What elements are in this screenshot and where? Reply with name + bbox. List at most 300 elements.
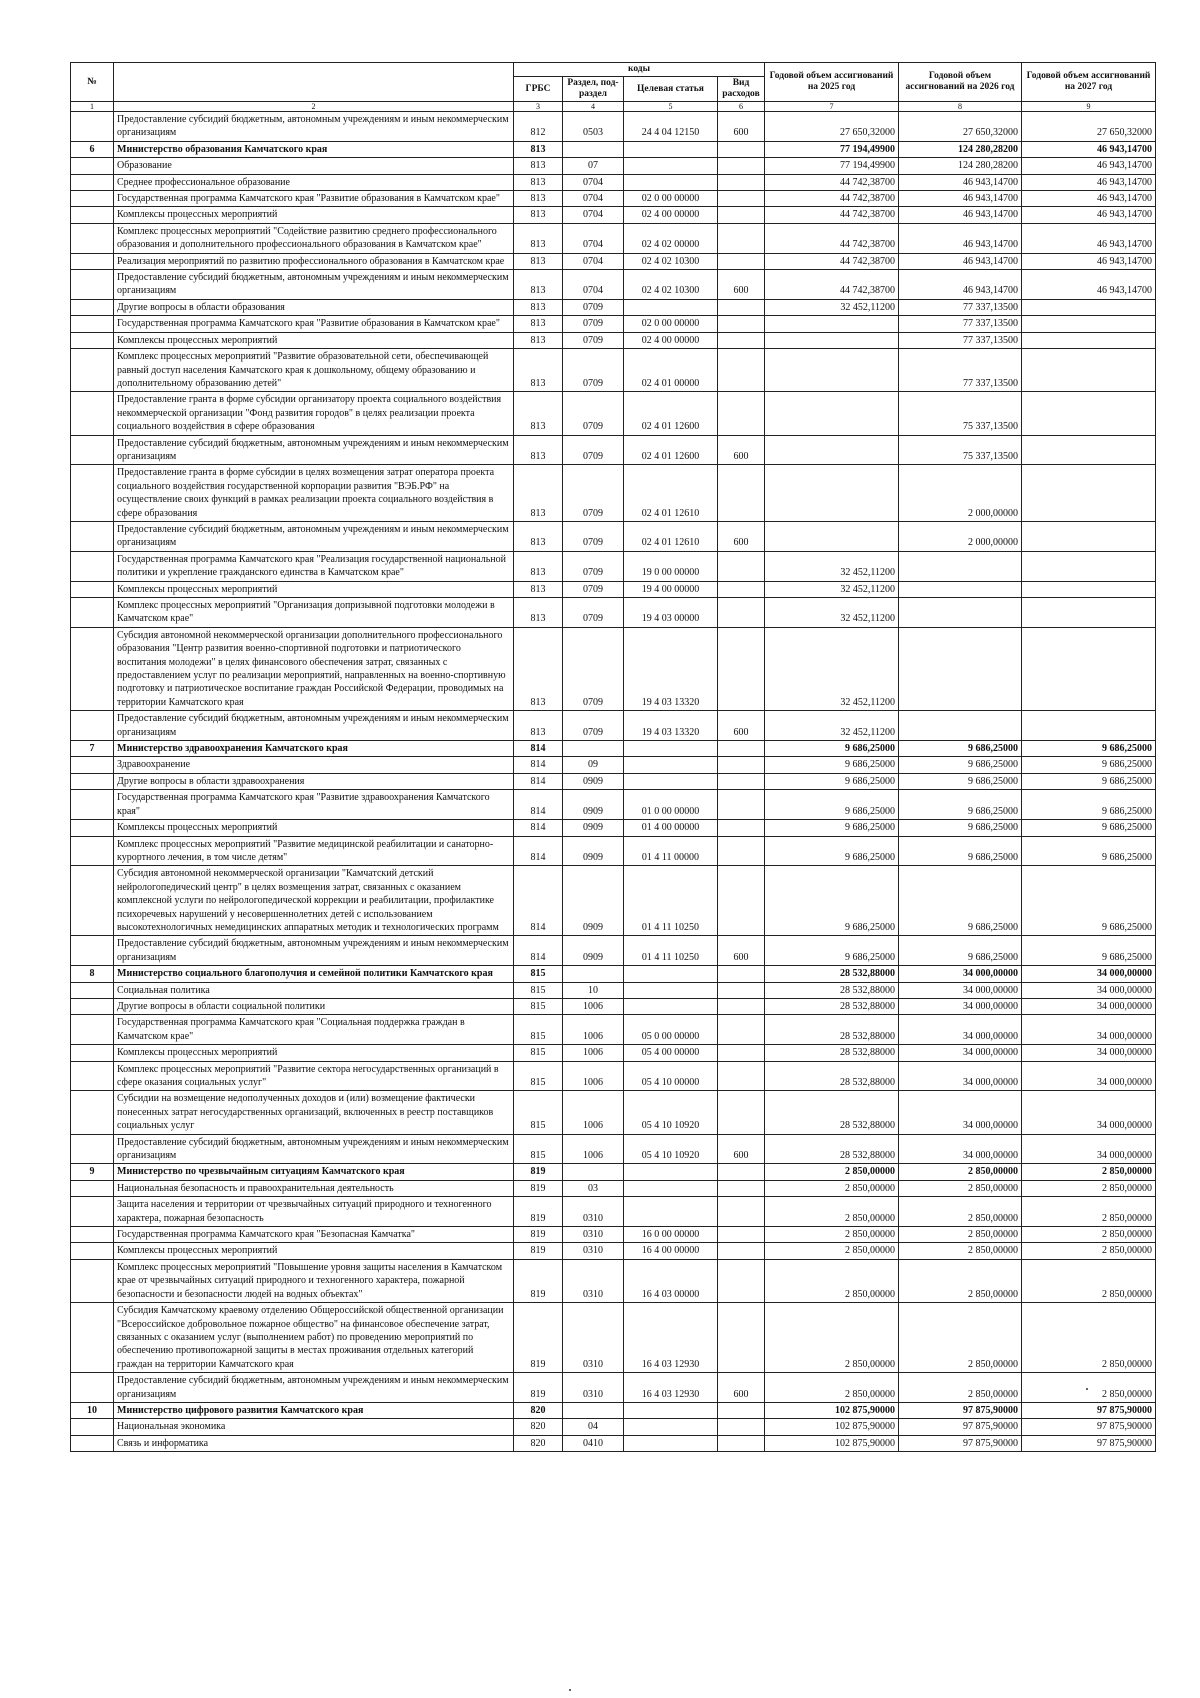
row-vol-2026: 34 000,00000 [899, 982, 1022, 998]
row-article: 19 4 03 13320 [624, 627, 718, 710]
row-vol-2027: 2 850,00000 [1022, 1180, 1156, 1196]
row-vol-2027: 97 875,90000 [1022, 1402, 1156, 1418]
row-vol-2026 [899, 551, 1022, 581]
row-section: 0909 [563, 773, 624, 789]
row-vol-2025: 2 850,00000 [765, 1180, 899, 1196]
row-grbs: 819 [514, 1227, 563, 1243]
row-section: 10 [563, 982, 624, 998]
row-expense-type [718, 1259, 765, 1302]
row-name: Комплексы процессных мероприятий [114, 820, 514, 836]
row-vol-2026: 97 875,90000 [899, 1435, 1022, 1451]
col-num: 8 [899, 102, 1022, 112]
row-section: 0909 [563, 820, 624, 836]
row-number [71, 1435, 114, 1451]
table-row [71, 598, 1156, 628]
row-name: Предоставление субсидий бюджетным, автономным учреждениям и иным некоммерческим организациям [114, 270, 514, 300]
row-vol-2027 [1022, 299, 1156, 315]
row-expense-type [718, 581, 765, 597]
row-number [71, 349, 114, 392]
row-section: 04 [563, 1419, 624, 1435]
row-article [624, 773, 718, 789]
row-number [71, 551, 114, 581]
row-vol-2027: 9 686,25000 [1022, 820, 1156, 836]
row-grbs: 813 [514, 174, 563, 190]
row-grbs: 815 [514, 998, 563, 1014]
table-row [71, 757, 1156, 773]
row-number [71, 1259, 114, 1302]
row-article: 01 4 00 00000 [624, 820, 718, 836]
row-name: Предоставление субсидий бюджетным, автономным учреждениям и иным некоммерческим организациям [114, 1373, 514, 1403]
row-expense-type [718, 1091, 765, 1134]
row-number [71, 270, 114, 300]
row-vol-2025: 44 742,38700 [765, 253, 899, 269]
table-row [71, 174, 1156, 190]
row-article [624, 1164, 718, 1180]
table-row [71, 581, 1156, 597]
row-number [71, 820, 114, 836]
table-row [71, 1402, 1156, 1418]
row-grbs: 813 [514, 316, 563, 332]
row-vol-2027 [1022, 627, 1156, 710]
row-name: Министерство образования Камчатского края [114, 141, 514, 157]
row-grbs: 815 [514, 1134, 563, 1164]
row-vol-2026 [899, 598, 1022, 628]
row-name: Государственная программа Камчатского края "Развитие здравоохранения Камчатского края" [114, 790, 514, 820]
row-name: Предоставление субсидий бюджетным, автономным учреждениям и иным некоммерческим организациям [114, 435, 514, 465]
row-vol-2027 [1022, 435, 1156, 465]
row-number [71, 332, 114, 348]
row-vol-2027: 2 850,00000 [1022, 1243, 1156, 1259]
row-number [71, 435, 114, 465]
row-vol-2025: 28 532,88000 [765, 1061, 899, 1091]
row-article: 01 0 00 00000 [624, 790, 718, 820]
row-vol-2027: 2 850,00000 [1022, 1259, 1156, 1302]
row-vol-2025 [765, 316, 899, 332]
row-vol-2025: 32 452,11200 [765, 627, 899, 710]
row-grbs: 813 [514, 465, 563, 522]
table-row [71, 299, 1156, 315]
row-grbs: 813 [514, 207, 563, 223]
row-vol-2026: 2 850,00000 [899, 1303, 1022, 1373]
row-name: Комплексы процессных мероприятий [114, 581, 514, 597]
row-expense-type [718, 465, 765, 522]
row-section: 0704 [563, 223, 624, 253]
row-number [71, 1045, 114, 1061]
table-row [71, 1180, 1156, 1196]
header-vol-2027: Годовой объем ассигнований на 2027 год [1022, 63, 1156, 102]
row-number: 7 [71, 741, 114, 757]
row-article: 02 4 01 12610 [624, 465, 718, 522]
row-vol-2025: 44 742,38700 [765, 174, 899, 190]
row-vol-2025: 28 532,88000 [765, 982, 899, 998]
row-vol-2027: 2 850,00000 [1022, 1373, 1156, 1403]
table-row [71, 112, 1156, 142]
row-grbs: 813 [514, 158, 563, 174]
row-vol-2025: 9 686,25000 [765, 936, 899, 966]
row-expense-type [718, 820, 765, 836]
row-article: 16 0 00 00000 [624, 1227, 718, 1243]
row-section: 0704 [563, 174, 624, 190]
row-number [71, 836, 114, 866]
row-expense-type: 600 [718, 112, 765, 142]
header-grbs: ГРБС [514, 77, 563, 102]
row-section: 0704 [563, 207, 624, 223]
row-article: 02 4 02 10300 [624, 270, 718, 300]
row-vol-2025 [765, 465, 899, 522]
row-vol-2026: 77 337,13500 [899, 349, 1022, 392]
row-name: Реализация мероприятий по развитию профессионального образования в Камчатском крае [114, 253, 514, 269]
row-grbs: 815 [514, 966, 563, 982]
row-grbs: 819 [514, 1303, 563, 1373]
row-section: 0909 [563, 866, 624, 936]
table-row [71, 1373, 1156, 1403]
row-grbs: 813 [514, 141, 563, 157]
row-name: Комплекс процессных мероприятий "Организация допризывной подготовки молодежи в Камчатском крае" [114, 598, 514, 628]
row-name: Национальная безопасность и правоохранительная деятельность [114, 1180, 514, 1196]
row-expense-type [718, 982, 765, 998]
row-expense-type: 600 [718, 521, 765, 551]
table-row [71, 741, 1156, 757]
row-article: 02 4 02 00000 [624, 223, 718, 253]
table-row [71, 316, 1156, 332]
row-vol-2026: 9 686,25000 [899, 790, 1022, 820]
row-number [71, 158, 114, 174]
row-vol-2027: 46 943,14700 [1022, 158, 1156, 174]
row-section: 1006 [563, 1045, 624, 1061]
table-row [71, 158, 1156, 174]
row-vol-2026: 2 850,00000 [899, 1373, 1022, 1403]
row-section: 1006 [563, 1134, 624, 1164]
row-vol-2026 [899, 711, 1022, 741]
row-expense-type [718, 757, 765, 773]
row-section: 0503 [563, 112, 624, 142]
row-section [563, 1402, 624, 1418]
row-vol-2025: 2 850,00000 [765, 1373, 899, 1403]
row-number [71, 866, 114, 936]
row-vol-2026: 124 280,28200 [899, 141, 1022, 157]
row-section: 0709 [563, 465, 624, 522]
row-number: 6 [71, 141, 114, 157]
row-expense-type: 600 [718, 936, 765, 966]
row-section: 0709 [563, 299, 624, 315]
row-number [71, 982, 114, 998]
row-article [624, 966, 718, 982]
row-grbs: 820 [514, 1419, 563, 1435]
row-expense-type [718, 598, 765, 628]
scan-speck [1086, 1388, 1088, 1390]
row-name: Комплексы процессных мероприятий [114, 207, 514, 223]
table-row [71, 465, 1156, 522]
row-expense-type [718, 1045, 765, 1061]
row-name: Субсидия автономной некоммерческой организации дополнительного профессионального образования "Центр развития военно-спортивной подготовки и патриотического воспитания молодежи" в целях финансового обеспечения затрат, связанных с предоставлением услуг по реализации мероприятий, направленных на военно-спортивную подготовку и патриотическое воспитание граждан Российской Федерации, проводимых на территории Камчатского края [114, 627, 514, 710]
row-vol-2026: 46 943,14700 [899, 253, 1022, 269]
row-name: Предоставление субсидий бюджетным, автономным учреждениям и иным некоммерческим организациям [114, 521, 514, 551]
row-expense-type [718, 316, 765, 332]
row-vol-2027: 97 875,90000 [1022, 1419, 1156, 1435]
row-number [71, 790, 114, 820]
row-grbs: 814 [514, 790, 563, 820]
row-vol-2026: 34 000,00000 [899, 966, 1022, 982]
header-name [114, 63, 514, 102]
row-vol-2026: 9 686,25000 [899, 741, 1022, 757]
row-grbs: 813 [514, 299, 563, 315]
row-number [71, 1180, 114, 1196]
row-vol-2027: 34 000,00000 [1022, 998, 1156, 1014]
row-vol-2027: 34 000,00000 [1022, 1045, 1156, 1061]
row-article [624, 998, 718, 1014]
row-vol-2025: 2 850,00000 [765, 1243, 899, 1259]
row-grbs: 820 [514, 1402, 563, 1418]
row-vol-2026: 2 000,00000 [899, 521, 1022, 551]
row-vol-2025: 2 850,00000 [765, 1303, 899, 1373]
row-article: 02 0 00 00000 [624, 191, 718, 207]
row-name: Государственная программа Камчатского края "Безопасная Камчатка" [114, 1227, 514, 1243]
row-expense-type [718, 1164, 765, 1180]
row-vol-2026: 2 850,00000 [899, 1164, 1022, 1180]
row-grbs: 814 [514, 866, 563, 936]
row-vol-2027: 9 686,25000 [1022, 757, 1156, 773]
row-vol-2025: 2 850,00000 [765, 1197, 899, 1227]
row-grbs: 814 [514, 773, 563, 789]
row-section: 0709 [563, 392, 624, 435]
row-article: 16 4 03 12930 [624, 1303, 718, 1373]
scan-speck [569, 1689, 571, 1691]
row-article: 05 4 00 00000 [624, 1045, 718, 1061]
table-row [71, 1435, 1156, 1451]
row-number [71, 174, 114, 190]
row-grbs: 813 [514, 270, 563, 300]
row-number [71, 581, 114, 597]
row-number [71, 191, 114, 207]
row-expense-type [718, 1180, 765, 1196]
row-name: Другие вопросы в области социальной политики [114, 998, 514, 1014]
row-grbs: 814 [514, 836, 563, 866]
row-number [71, 223, 114, 253]
column-number-row [71, 102, 1156, 112]
row-vol-2025: 28 532,88000 [765, 998, 899, 1014]
row-section: 0310 [563, 1243, 624, 1259]
row-number [71, 711, 114, 741]
row-section: 0909 [563, 836, 624, 866]
row-expense-type [718, 741, 765, 757]
row-number [71, 253, 114, 269]
row-vol-2026: 75 337,13500 [899, 435, 1022, 465]
table-row [71, 711, 1156, 741]
row-article: 01 4 11 00000 [624, 836, 718, 866]
row-grbs: 819 [514, 1180, 563, 1196]
row-number [71, 392, 114, 435]
row-vol-2027: 9 686,25000 [1022, 866, 1156, 936]
row-grbs: 813 [514, 223, 563, 253]
row-name: Государственная программа Камчатского края "Социальная поддержка граждан в Камчатском крае" [114, 1015, 514, 1045]
row-number [71, 316, 114, 332]
row-number [71, 1015, 114, 1045]
row-expense-type: 600 [718, 270, 765, 300]
row-vol-2025: 77 194,49900 [765, 158, 899, 174]
row-expense-type: 600 [718, 711, 765, 741]
row-article: 02 4 01 12600 [624, 392, 718, 435]
row-name: Субсидии на возмещение недополученных доходов и (или) возмещение фактически понесенных затрат негосударственных организаций, включенных в реестр поставщиков социальных услуг [114, 1091, 514, 1134]
row-article [624, 982, 718, 998]
row-vol-2027: 27 650,32000 [1022, 112, 1156, 142]
row-vol-2027: 46 943,14700 [1022, 191, 1156, 207]
table-row [71, 332, 1156, 348]
row-vol-2027: 34 000,00000 [1022, 1134, 1156, 1164]
row-vol-2027 [1022, 581, 1156, 597]
row-grbs: 815 [514, 1015, 563, 1045]
row-section: 09 [563, 757, 624, 773]
row-vol-2025: 9 686,25000 [765, 790, 899, 820]
row-expense-type [718, 790, 765, 820]
row-name: Комплекс процессных мероприятий "Развитие медицинской реабилитации и санаторно-курортного лечения, в том числе детям" [114, 836, 514, 866]
row-expense-type [718, 1197, 765, 1227]
row-name: Комплексы процессных мероприятий [114, 1045, 514, 1061]
table-row [71, 1227, 1156, 1243]
table-row [71, 191, 1156, 207]
row-grbs: 813 [514, 581, 563, 597]
table-row [71, 435, 1156, 465]
row-vol-2027 [1022, 551, 1156, 581]
row-article: 19 4 00 00000 [624, 581, 718, 597]
row-vol-2027 [1022, 465, 1156, 522]
row-vol-2026: 9 686,25000 [899, 836, 1022, 866]
row-number [71, 1243, 114, 1259]
table-row [71, 207, 1156, 223]
row-name: Государственная программа Камчатского края "Реализация государственной национальной политики и укрепление гражданского единства в Камчатском крае" [114, 551, 514, 581]
row-vol-2025: 2 850,00000 [765, 1227, 899, 1243]
row-vol-2025: 44 742,38700 [765, 270, 899, 300]
row-grbs: 814 [514, 820, 563, 836]
row-expense-type: 600 [718, 435, 765, 465]
row-expense-type [718, 1402, 765, 1418]
row-name: Предоставление гранта в форме субсидии в целях возмещения затрат оператора проекта социального воздействия государственной корпорации развития "ВЭБ.РФ" на осуществление своих функций в рамках реализации проекта социального воздействия в сфере образования [114, 465, 514, 522]
row-grbs: 813 [514, 349, 563, 392]
row-grbs: 813 [514, 598, 563, 628]
row-number [71, 207, 114, 223]
table-row [71, 982, 1156, 998]
col-num: 6 [718, 102, 765, 112]
row-name: Другие вопросы в области образования [114, 299, 514, 315]
row-vol-2026: 27 650,32000 [899, 112, 1022, 142]
row-expense-type [718, 866, 765, 936]
row-vol-2027: 9 686,25000 [1022, 836, 1156, 866]
table-row [71, 349, 1156, 392]
row-vol-2026: 34 000,00000 [899, 1015, 1022, 1045]
row-number [71, 757, 114, 773]
row-vol-2027: 2 850,00000 [1022, 1303, 1156, 1373]
table-row [71, 790, 1156, 820]
row-vol-2027: 46 943,14700 [1022, 270, 1156, 300]
table-row [71, 392, 1156, 435]
row-vol-2027 [1022, 521, 1156, 551]
row-name: Предоставление субсидий бюджетным, автономным учреждениям и иным некоммерческим организациям [114, 711, 514, 741]
row-expense-type [718, 1419, 765, 1435]
row-number [71, 1419, 114, 1435]
row-expense-type [718, 1015, 765, 1045]
row-name: Субсидия Камчатскому краевому отделению Общероссийской общественной организации "Всероссийское добровольное пожарное общество" на финансовое обеспечение затрат, связанных с оказанием услуг (выполнением работ) по проведению мероприятий по обеспечению противопожарной защиты в местах проживания отдельных категорий граждан на территории Камчатского края [114, 1303, 514, 1373]
row-vol-2025: 9 686,25000 [765, 773, 899, 789]
table-row [71, 1134, 1156, 1164]
row-grbs: 813 [514, 627, 563, 710]
row-expense-type [718, 998, 765, 1014]
row-expense-type [718, 1061, 765, 1091]
row-article: 24 4 04 12150 [624, 112, 718, 142]
row-number [71, 936, 114, 966]
row-name: Министерство здравоохранения Камчатского края [114, 741, 514, 757]
row-vol-2027 [1022, 332, 1156, 348]
row-name: Комплекс процессных мероприятий "Развитие сектора негосударственных организаций в сфере оказания социальных услуг" [114, 1061, 514, 1091]
row-grbs: 814 [514, 936, 563, 966]
row-vol-2027: 34 000,00000 [1022, 1015, 1156, 1045]
row-name: Предоставление субсидий бюджетным, автономным учреждениям и иным некоммерческим организациям [114, 1134, 514, 1164]
row-vol-2027: 34 000,00000 [1022, 1061, 1156, 1091]
row-vol-2026 [899, 581, 1022, 597]
row-name: Министерство цифрового развития Камчатского края [114, 1402, 514, 1418]
row-name: Комплексы процессных мероприятий [114, 1243, 514, 1259]
row-section: 0310 [563, 1303, 624, 1373]
row-section: 0709 [563, 598, 624, 628]
row-vol-2026: 34 000,00000 [899, 998, 1022, 1014]
row-grbs: 819 [514, 1197, 563, 1227]
row-vol-2026: 2 850,00000 [899, 1259, 1022, 1302]
row-article [624, 299, 718, 315]
row-vol-2027: 34 000,00000 [1022, 1091, 1156, 1134]
row-vol-2026: 77 337,13500 [899, 332, 1022, 348]
row-section: 0709 [563, 711, 624, 741]
table-row [71, 1091, 1156, 1134]
row-article: 02 4 01 12610 [624, 521, 718, 551]
row-vol-2025: 77 194,49900 [765, 141, 899, 157]
row-vol-2025: 32 452,11200 [765, 581, 899, 597]
row-expense-type [718, 627, 765, 710]
row-grbs: 820 [514, 1435, 563, 1451]
row-section: 0909 [563, 790, 624, 820]
row-vol-2027: 46 943,14700 [1022, 223, 1156, 253]
row-vol-2027: 46 943,14700 [1022, 174, 1156, 190]
row-name: Другие вопросы в области здравоохранения [114, 773, 514, 789]
row-grbs: 819 [514, 1164, 563, 1180]
row-section: 0709 [563, 627, 624, 710]
row-vol-2025: 2 850,00000 [765, 1164, 899, 1180]
row-grbs: 813 [514, 392, 563, 435]
table-row [71, 627, 1156, 710]
col-num: 7 [765, 102, 899, 112]
row-number [71, 1091, 114, 1134]
header-vol-2026: Годовой объем ассигнований на 2026 год [899, 63, 1022, 102]
row-number [71, 465, 114, 522]
row-vol-2027: 34 000,00000 [1022, 966, 1156, 982]
row-grbs: 819 [514, 1373, 563, 1403]
row-section: 0709 [563, 332, 624, 348]
row-name: Министерство по чрезвычайным ситуациям Камчатского края [114, 1164, 514, 1180]
row-article: 02 0 00 00000 [624, 316, 718, 332]
row-article: 05 4 10 10920 [624, 1134, 718, 1164]
row-vol-2026: 2 850,00000 [899, 1197, 1022, 1227]
row-vol-2026: 97 875,90000 [899, 1419, 1022, 1435]
row-expense-type [718, 141, 765, 157]
row-grbs: 813 [514, 191, 563, 207]
table-row [71, 270, 1156, 300]
table-row [71, 1243, 1156, 1259]
row-vol-2025: 27 650,32000 [765, 112, 899, 142]
row-vol-2027: 2 850,00000 [1022, 1197, 1156, 1227]
row-vol-2026: 124 280,28200 [899, 158, 1022, 174]
row-expense-type [718, 332, 765, 348]
row-number: 8 [71, 966, 114, 982]
row-expense-type [718, 223, 765, 253]
row-vol-2026: 34 000,00000 [899, 1134, 1022, 1164]
row-expense-type [718, 158, 765, 174]
